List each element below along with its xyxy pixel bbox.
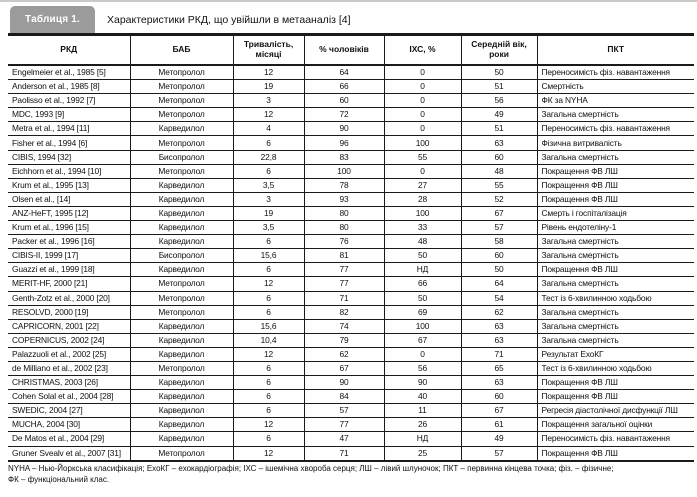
table-cell: 49 — [461, 108, 537, 122]
table-cell: 55 — [461, 178, 537, 192]
table-cell: 56 — [461, 94, 537, 108]
table-cell: 26 — [384, 418, 461, 432]
table-cell: 66 — [304, 80, 384, 94]
table-cell: 57 — [461, 221, 537, 235]
table-cell: 0 — [384, 347, 461, 361]
table-cell: Метопролол — [130, 291, 233, 305]
table-cell: Карведилол — [130, 404, 233, 418]
table-cell: Карведилол — [130, 122, 233, 136]
table-cell: Карведилол — [130, 347, 233, 361]
table-cell: Тест із 6-хвилинною ходьбою — [537, 291, 694, 305]
table-cell: 3,5 — [233, 221, 304, 235]
table-cell: Metra et al., 1994 [11] — [8, 122, 130, 136]
top-divider — [0, 0, 697, 2]
table-cell: Переносимість фіз. навантаження — [537, 65, 694, 80]
table-cell: 40 — [384, 390, 461, 404]
table-row — [8, 347, 694, 361]
table-cell: 12 — [233, 108, 304, 122]
table-cell: Карведилол — [130, 319, 233, 333]
table-cell: 3 — [233, 94, 304, 108]
table-cell: CIBIS, 1994 [32] — [8, 150, 130, 164]
table-cell: De Matos et al., 2004 [29] — [8, 432, 130, 446]
table-cell: 100 — [384, 206, 461, 220]
table-cell: 33 — [384, 221, 461, 235]
table-row — [8, 94, 694, 108]
column-header-percent-men: % чоловіків — [304, 36, 384, 65]
table-cell: Покращення ФВ ЛШ — [537, 390, 694, 404]
table-row — [8, 390, 694, 404]
table-cell: 12 — [233, 65, 304, 80]
table-cell: 28 — [384, 192, 461, 206]
table-cell: Olsen et al., [14] — [8, 192, 130, 206]
table-cell: 6 — [233, 263, 304, 277]
table-cell: 60 — [461, 249, 537, 263]
table-cell: Загальна смертність — [537, 150, 694, 164]
table-cell: Загальна смертність — [537, 319, 694, 333]
table-cell: Krum et al., 1995 [13] — [8, 178, 130, 192]
table-cell: ANZ-HeFT, 1995 [12] — [8, 206, 130, 220]
table-cell: Krum et al., 1996 [15] — [8, 221, 130, 235]
table-cell: 63 — [461, 376, 537, 390]
table-cell: Загальна смертність — [537, 277, 694, 291]
table-cell: Покращення ФВ ЛШ — [537, 178, 694, 192]
table-row — [8, 122, 694, 136]
table-cell: 64 — [461, 277, 537, 291]
table-cell: 50 — [461, 65, 537, 80]
table-cell: 6 — [233, 432, 304, 446]
table-row — [8, 164, 694, 178]
table-cell: MERIT-HF, 2000 [21] — [8, 277, 130, 291]
table-cell: 67 — [384, 333, 461, 347]
table-cell: Загальна смертність — [537, 305, 694, 319]
table-cell: Карведилол — [130, 263, 233, 277]
table-cell: 50 — [461, 263, 537, 277]
table-row — [8, 108, 694, 122]
footnote-line: ФК – функціональний клас. — [8, 474, 110, 484]
table-cell: Покращення ФВ ЛШ — [537, 192, 694, 206]
table-cell: Регресія діастолічної дисфункції ЛШ — [537, 404, 694, 418]
table-cell: 55 — [384, 150, 461, 164]
table-cell: 6 — [233, 235, 304, 249]
table-cell: 4 — [233, 122, 304, 136]
table-cell: Метопролол — [130, 277, 233, 291]
table-cell: 49 — [461, 432, 537, 446]
table-cell: 0 — [384, 164, 461, 178]
table-cell: 62 — [461, 305, 537, 319]
column-header-pkt: ПКТ — [537, 36, 694, 65]
table-cell: 6 — [233, 291, 304, 305]
table-row — [8, 206, 694, 220]
column-header-bab: БАБ — [130, 36, 233, 65]
table-cell: Покращення ФВ ЛШ — [537, 164, 694, 178]
table-row — [8, 150, 694, 164]
table-cell: 0 — [384, 80, 461, 94]
table-cell: Genth-Zotz et al., 2000 [20] — [8, 291, 130, 305]
table-cell: Смертність — [537, 80, 694, 94]
table-cell: 62 — [304, 347, 384, 361]
table-cell: 48 — [384, 235, 461, 249]
table-cell: 57 — [461, 446, 537, 461]
table-cell: Покращення ФВ ЛШ — [537, 446, 694, 461]
column-header-duration: Тривалість, місяці — [233, 36, 304, 65]
table-cell: 67 — [461, 404, 537, 418]
table-row — [8, 136, 694, 150]
table-cell: НД — [384, 432, 461, 446]
table-cell: 69 — [384, 305, 461, 319]
table-cell: 3,5 — [233, 178, 304, 192]
table-cell: 27 — [384, 178, 461, 192]
table-body — [8, 65, 694, 461]
table-cell: 50 — [384, 249, 461, 263]
table-label-box — [10, 6, 95, 33]
table-cell: 71 — [304, 446, 384, 461]
table-cell: 64 — [304, 65, 384, 80]
table-cell: 15,6 — [233, 249, 304, 263]
table-cell: 72 — [304, 108, 384, 122]
table-row — [8, 263, 694, 277]
table-cell: Тест із 6-хвилинною ходьбою — [537, 361, 694, 375]
table-cell: 82 — [304, 305, 384, 319]
table-cell: 3 — [233, 192, 304, 206]
table-cell: 81 — [304, 249, 384, 263]
table-cell: 76 — [304, 235, 384, 249]
table-cell: 80 — [304, 221, 384, 235]
table-cell: MUCHA, 2004 [30] — [8, 418, 130, 432]
table-row — [8, 404, 694, 418]
table-cell: 51 — [461, 122, 537, 136]
table-cell: 57 — [304, 404, 384, 418]
table-cell: Eichhorn et al., 1994 [10] — [8, 164, 130, 178]
footnote-line: NYHA – Нью-Йоркська класифікація; ЕхоКГ – ехокардіографія; ІХС – ішемічна хвороба серця; ЛШ – лівий шлуночок; ПКТ – первинна кінцева точка; фіз. – фізичне; — [8, 464, 614, 473]
table-cell: Метопролол — [130, 65, 233, 80]
table-cell: 19 — [233, 206, 304, 220]
table-cell: 6 — [233, 376, 304, 390]
table-cell: 58 — [461, 235, 537, 249]
table-cell: Карведилол — [130, 333, 233, 347]
table-cell: 22,8 — [233, 150, 304, 164]
table-title-bar — [8, 6, 694, 36]
table-row — [8, 277, 694, 291]
table-cell: Palazzuoli et al., 2002 [25] — [8, 347, 130, 361]
table-cell: 54 — [461, 291, 537, 305]
table-cell: 60 — [461, 150, 537, 164]
table-row — [8, 178, 694, 192]
table-cell: COPERNICUS, 2002 [24] — [8, 333, 130, 347]
table-cell: Загальна смертність — [537, 333, 694, 347]
table-row — [8, 361, 694, 375]
table-cell: 52 — [461, 192, 537, 206]
table-row — [8, 333, 694, 347]
table-cell: Смерть і госпіталізація — [537, 206, 694, 220]
table-cell: 77 — [304, 277, 384, 291]
table-row — [8, 80, 694, 94]
table-cell: 48 — [461, 164, 537, 178]
table-cell: 63 — [461, 136, 537, 150]
table-cell: 63 — [461, 333, 537, 347]
table-cell: 100 — [304, 164, 384, 178]
table-cell: MDC, 1993 [9] — [8, 108, 130, 122]
table-cell: Бисопролол — [130, 150, 233, 164]
table-cell: Карведилол — [130, 206, 233, 220]
table-cell: 78 — [304, 178, 384, 192]
table-cell: Фізична витривалість — [537, 136, 694, 150]
table-cell: Метопролол — [130, 164, 233, 178]
table-row — [8, 235, 694, 249]
table-cell: 100 — [384, 136, 461, 150]
table-header-row — [8, 36, 694, 65]
table-cell: 0 — [384, 108, 461, 122]
table-row — [8, 418, 694, 432]
table-cell: 25 — [384, 446, 461, 461]
table-cell: Cohen Solal et al., 2004 [28] — [8, 390, 130, 404]
table-cell: Метопролол — [130, 305, 233, 319]
data-table — [8, 36, 694, 462]
table-cell: 100 — [384, 319, 461, 333]
table-cell: Метопролол — [130, 446, 233, 461]
table-cell: 90 — [304, 122, 384, 136]
footnotes — [8, 464, 694, 485]
table-cell: 12 — [233, 446, 304, 461]
table-row — [8, 319, 694, 333]
column-header-mean-age: Середній вік, роки — [461, 36, 537, 65]
column-header-rkd: РКД — [8, 36, 130, 65]
table-cell: 96 — [304, 136, 384, 150]
table-cell: 12 — [233, 277, 304, 291]
table-cell: Результат ЕхоКГ — [537, 347, 694, 361]
table-row — [8, 376, 694, 390]
table-cell: 6 — [233, 361, 304, 375]
table-cell: Карведилол — [130, 390, 233, 404]
table-cell: 12 — [233, 418, 304, 432]
table-cell: CAPRICORN, 2001 [22] — [8, 319, 130, 333]
table-cell: 0 — [384, 94, 461, 108]
table-cell: 71 — [304, 291, 384, 305]
table-cell: Карведилол — [130, 235, 233, 249]
table-cell: 71 — [461, 347, 537, 361]
table-cell: 80 — [304, 206, 384, 220]
table-cell: НД — [384, 263, 461, 277]
table-cell: 74 — [304, 319, 384, 333]
table-cell: Метопролол — [130, 80, 233, 94]
table-row — [8, 446, 694, 461]
table-cell: Gruner Svealv et al., 2007 [31] — [8, 446, 130, 461]
table-row — [8, 192, 694, 206]
table-cell: 6 — [233, 390, 304, 404]
table-cell: Карведилол — [130, 221, 233, 235]
table-cell: de Milliano et al., 2002 [23] — [8, 361, 130, 375]
table-cell: 50 — [384, 291, 461, 305]
table-cell: RESOLVD, 2000 [19] — [8, 305, 130, 319]
table-cell: Загальна смертність — [537, 108, 694, 122]
table-cell: 77 — [304, 263, 384, 277]
table-cell: 6 — [233, 404, 304, 418]
table-cell: CHRISTMAS, 2003 [26] — [8, 376, 130, 390]
table-cell: Карведилол — [130, 192, 233, 206]
table-cell: 6 — [233, 305, 304, 319]
table-cell: ФК за NYHA — [537, 94, 694, 108]
table-cell: SWEDIC, 2004 [27] — [8, 404, 130, 418]
table-cell: Загальна смертність — [537, 249, 694, 263]
table-cell: 56 — [384, 361, 461, 375]
table-row — [8, 249, 694, 263]
table-cell: Packer et al., 1996 [16] — [8, 235, 130, 249]
table-title: Характеристики РКД, що увійшли в метааналіз [4] — [107, 13, 351, 26]
table-cell: Метопролол — [130, 136, 233, 150]
table-cell: 67 — [304, 361, 384, 375]
table-cell: 47 — [304, 432, 384, 446]
table-cell: Покращення ФВ ЛШ — [537, 263, 694, 277]
table-cell: 63 — [461, 319, 537, 333]
table-cell: Метопролол — [130, 94, 233, 108]
table-cell: 19 — [233, 80, 304, 94]
table-cell: 11 — [384, 404, 461, 418]
table-cell: 84 — [304, 390, 384, 404]
table-cell: Бисопролол — [130, 249, 233, 263]
table-cell: Переносимість фіз. навантаження — [537, 122, 694, 136]
table-cell: Guazzi et al., 1999 [18] — [8, 263, 130, 277]
table-cell: 0 — [384, 65, 461, 80]
table-cell: CIBIS-II, 1999 [17] — [8, 249, 130, 263]
table-cell: Карведилол — [130, 432, 233, 446]
table-cell: 12 — [233, 347, 304, 361]
table-cell: 6 — [233, 164, 304, 178]
table-cell: Paolisso et al., 1992 [7] — [8, 94, 130, 108]
table-cell: 60 — [461, 390, 537, 404]
table-cell: Карведилол — [130, 178, 233, 192]
table-cell: 67 — [461, 206, 537, 220]
table-cell: Fisher et al., 1994 [6] — [8, 136, 130, 150]
table-cell: 83 — [304, 150, 384, 164]
table-cell: Метопролол — [130, 108, 233, 122]
table-cell: Рівень ендотеліну-1 — [537, 221, 694, 235]
table-cell: 51 — [461, 80, 537, 94]
table-cell: 60 — [304, 94, 384, 108]
table-cell: Карведилол — [130, 418, 233, 432]
table-row — [8, 432, 694, 446]
table-cell: 79 — [304, 333, 384, 347]
table-row — [8, 221, 694, 235]
table-cell: 61 — [461, 418, 537, 432]
table-cell: 0 — [384, 122, 461, 136]
table-cell: Engelmeier et al., 1985 [5] — [8, 65, 130, 80]
table-cell: 93 — [304, 192, 384, 206]
column-header-ihd: ІХС, % — [384, 36, 461, 65]
table-cell: Переносимість фіз. навантаження — [537, 432, 694, 446]
table-cell: Покращення ФВ ЛШ — [537, 376, 694, 390]
table-cell: Anderson et al., 1985 [8] — [8, 80, 130, 94]
table-row — [8, 65, 694, 80]
table-cell: Карведилол — [130, 376, 233, 390]
table-cell: Загальна смертність — [537, 235, 694, 249]
table-cell: Покращення загальної оцінки — [537, 418, 694, 432]
table-label: Таблиця 1. — [25, 14, 80, 25]
table-cell: 10,4 — [233, 333, 304, 347]
table-cell: 6 — [233, 136, 304, 150]
table-cell: 90 — [304, 376, 384, 390]
table-row — [8, 305, 694, 319]
table-cell: 65 — [461, 361, 537, 375]
table-row — [8, 291, 694, 305]
table-cell: 15,6 — [233, 319, 304, 333]
table-cell: 66 — [384, 277, 461, 291]
table-cell: 90 — [384, 376, 461, 390]
table-cell: Метопролол — [130, 361, 233, 375]
table-cell: 77 — [304, 418, 384, 432]
